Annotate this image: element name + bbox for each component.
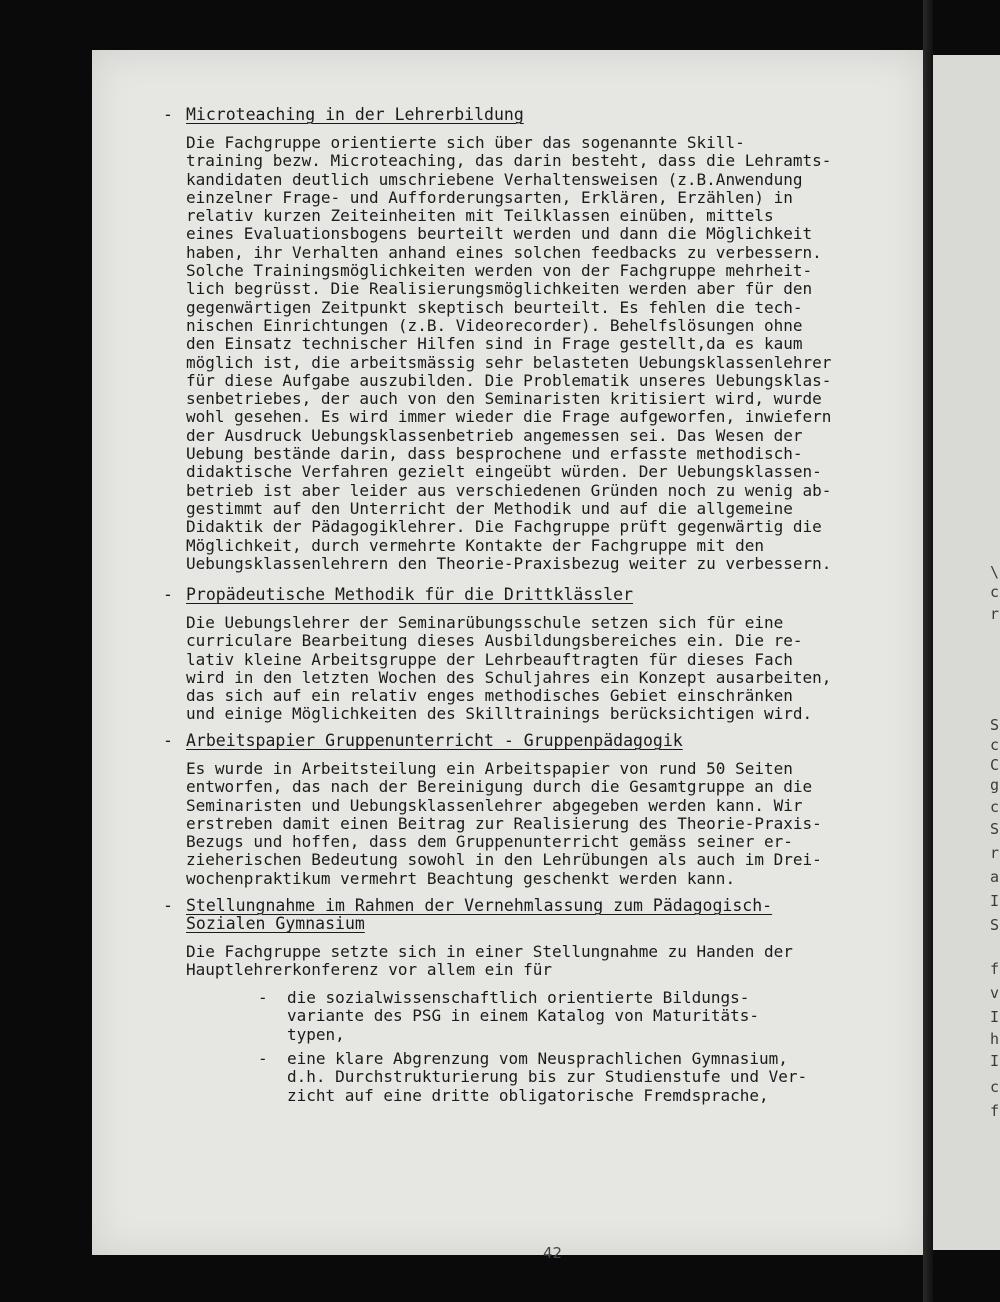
adjacent-page-text-fragments	[990, 0, 1000, 1302]
section-heading-stellungnahme: Stellungnahme im Rahmen der Vernehmlassung zum Pädagogisch-	[186, 896, 773, 915]
text-line: Uebung bestände darin, dass besprochene und erfasste methodisch-	[186, 444, 803, 464]
text-line: betrieb ist aber leider aus verschiedenen Gründen noch zu wenig ab-	[186, 480, 832, 500]
text-line: wohl gesehen. Es wird immer wieder die Frage aufgeworfen, inwiefern	[186, 407, 832, 427]
text-line: Die Uebungslehrer der Seminarübungsschule setzen sich für eine	[186, 613, 784, 632]
text-line: relativ kurzen Zeiteinheiten mit Teilklassen einüben, mittels	[186, 206, 774, 226]
list-dash: -	[258, 1049, 268, 1068]
section-body-microteaching	[186, 134, 926, 573]
section-heading-propaedeutik: Propädeutische Methodik für die Drittklässler	[186, 585, 634, 604]
text-line: lich begrüsst. Die Realisierungsmöglichkeiten werden aber für den	[186, 279, 813, 299]
text-line: die sozialwissenschaftlich orientierte Bildungs-	[287, 988, 750, 1007]
section-heading-stellungnahme-cont: Sozialen Gymnasium	[186, 914, 365, 933]
text-line: Die Fachgruppe setzte sich in einer Stellungnahme zu Handen der	[186, 942, 793, 961]
list-item	[287, 1050, 807, 1105]
edge-fragment: r	[990, 844, 1000, 862]
text-line: entworfen, das nach der Bereinigung durch die Gesamtgruppe an die	[186, 777, 813, 797]
text-line: training bezw. Microteaching, das darin besteht, dass die Lehramts-	[186, 151, 832, 171]
edge-fragment: f	[990, 1102, 1000, 1120]
text-line: zicht auf eine dritte obligatorische Fremdsprache,	[287, 1085, 769, 1105]
text-line: typen,	[287, 1024, 345, 1044]
text-line: senbetriebes, der auch von den Seminaristen kritisiert wird, wurde	[186, 389, 822, 409]
text-line: Es wurde in Arbeitsteilung ein Arbeitspapier von rund 50 Seiten	[186, 759, 793, 778]
edge-fragment: f	[990, 960, 1000, 978]
edge-fragment: a	[990, 868, 1000, 886]
bullet-dash: -	[163, 105, 173, 124]
section-heading-microteaching: Microteaching in der Lehrerbildung	[186, 105, 524, 124]
text-line: Die Fachgruppe orientierte sich über das sogenannte Skill-	[186, 133, 745, 152]
section-body-arbeitspapier	[186, 760, 926, 888]
bullet-dash: -	[163, 731, 173, 750]
text-line: wochenpraktikum vermehrt Beachtung geschenkt werden kann.	[186, 868, 736, 888]
text-line: Möglichkeit, durch vermehrte Kontakte der Fachgruppe mit den	[186, 535, 764, 555]
text-line: gegenwärtigen Zeitpunkt skeptisch beurteilt. Es fehlen die tech-	[186, 297, 803, 317]
edge-fragment: I	[990, 1008, 1000, 1026]
bullet-dash: -	[163, 585, 173, 604]
page-number: 42	[543, 1244, 563, 1262]
text-line: möglich ist, die arbeitsmässig sehr belasteten Uebungsklassenlehrer	[186, 352, 832, 372]
text-line: und einige Möglichkeiten des Skilltrainings berücksichtigen wird.	[186, 704, 813, 724]
edge-fragment: v	[990, 984, 1000, 1002]
text-line: das sich auf ein relativ enges methodisches Gebiet einschränken	[186, 686, 793, 706]
text-line: didaktische Verfahren gezielt eingeübt würden. Der Uebungsklassen-	[186, 462, 822, 482]
text-line: variante des PSG in einem Katalog von Maturitäts-	[287, 1006, 760, 1026]
edge-fragment: S	[990, 716, 1000, 734]
edge-fragment: c	[990, 798, 1000, 816]
text-line: wird in den letzten Wochen des Schuljahres ein Konzept ausarbeiten,	[186, 667, 832, 687]
text-line: eine klare Abgrenzung vom Neusprachlichen Gymnasium,	[287, 1049, 788, 1068]
list-dash: -	[258, 988, 268, 1007]
edge-fragment: S	[990, 820, 1000, 838]
edge-fragment: r	[990, 605, 1000, 623]
section-body-stellungnahme	[186, 943, 926, 980]
edge-fragment: c	[990, 583, 1000, 601]
text-line: d.h. Durchstrukturierung bis zur Studienstufe und Ver-	[287, 1067, 808, 1087]
text-line: Solche Trainingsmöglichkeiten werden von der Fachgruppe mehrheit-	[186, 261, 813, 281]
text-line: für diese Aufgabe auszubilden. Die Problematik unseres Uebungsklas-	[186, 370, 832, 390]
text-line: Bezugs und hoffen, dass dem Gruppenunterricht gemäss seiner er-	[186, 832, 793, 852]
text-line: der Ausdruck Uebungsklassenbetrieb angemessen sei. Das Wesen der	[186, 425, 803, 445]
text-line: eines Evaluationsbogens beurteilt werden und dann die Möglichkeit	[186, 224, 813, 244]
text-line: gestimmt auf den Unterricht der Methodik und auf die allgemeine	[186, 498, 793, 518]
edge-fragment: h	[990, 1030, 1000, 1048]
list-item	[287, 989, 759, 1044]
text-line: haben, ihr Verhalten anhand eines solchen feedbacks zu verbessern.	[186, 242, 822, 262]
text-line: einzelner Frage- und Aufforderungsarten, Erklären, Erzählen) in	[186, 187, 793, 207]
text-line: lativ kleine Arbeitsgruppe der Lehrbeauftragten für dieses Fach	[186, 649, 793, 669]
edge-fragment: I	[990, 1052, 1000, 1070]
text-line: Didaktik der Pädagogiklehrer. Die Fachgruppe prüft gegenwärtig die	[186, 517, 822, 537]
edge-fragment: c	[990, 1078, 1000, 1096]
text-line: erstreben damit einen Beitrag zur Realisierung des Theorie-Praxis-	[186, 813, 822, 833]
edge-fragment: I	[990, 892, 1000, 910]
text-line: Hauptlehrerkonferenz vor allem ein für	[186, 960, 553, 980]
text-line: Seminaristen und Uebungsklassenlehrer abgegeben werden kann. Wir	[186, 795, 803, 815]
edge-fragment: \	[990, 563, 1000, 581]
section-body-propaedeutik	[186, 614, 926, 724]
section-heading-arbeitspapier: Arbeitspapier Gruppenunterricht - Gruppenpädagogik	[186, 731, 683, 750]
text-line: kandidaten deutlich umschriebene Verhaltensweisen (z.B.Anwendung	[186, 169, 803, 189]
text-line: zieherischen Bedeutung sowohl in den Lehrübungen als auch im Drei-	[186, 850, 822, 870]
text-line: den Einsatz technischer Hilfen sind in Frage gestellt,da es kaum	[186, 334, 803, 354]
text-line: nischen Einrichtungen (z.B. Videorecorder). Behelfslösungen ohne	[186, 315, 803, 335]
edge-fragment: g	[990, 776, 1000, 794]
edge-fragment: S	[990, 916, 1000, 934]
text-line: Uebungsklassenlehrern den Theorie-Praxisbezug weiter zu verbessern.	[186, 553, 832, 573]
edge-fragment: C	[990, 756, 1000, 774]
edge-fragment: c	[990, 736, 1000, 754]
text-line: curriculare Bearbeitung dieses Ausbildungsbereiches ein. Die re-	[186, 631, 803, 651]
bullet-dash: -	[163, 896, 173, 915]
